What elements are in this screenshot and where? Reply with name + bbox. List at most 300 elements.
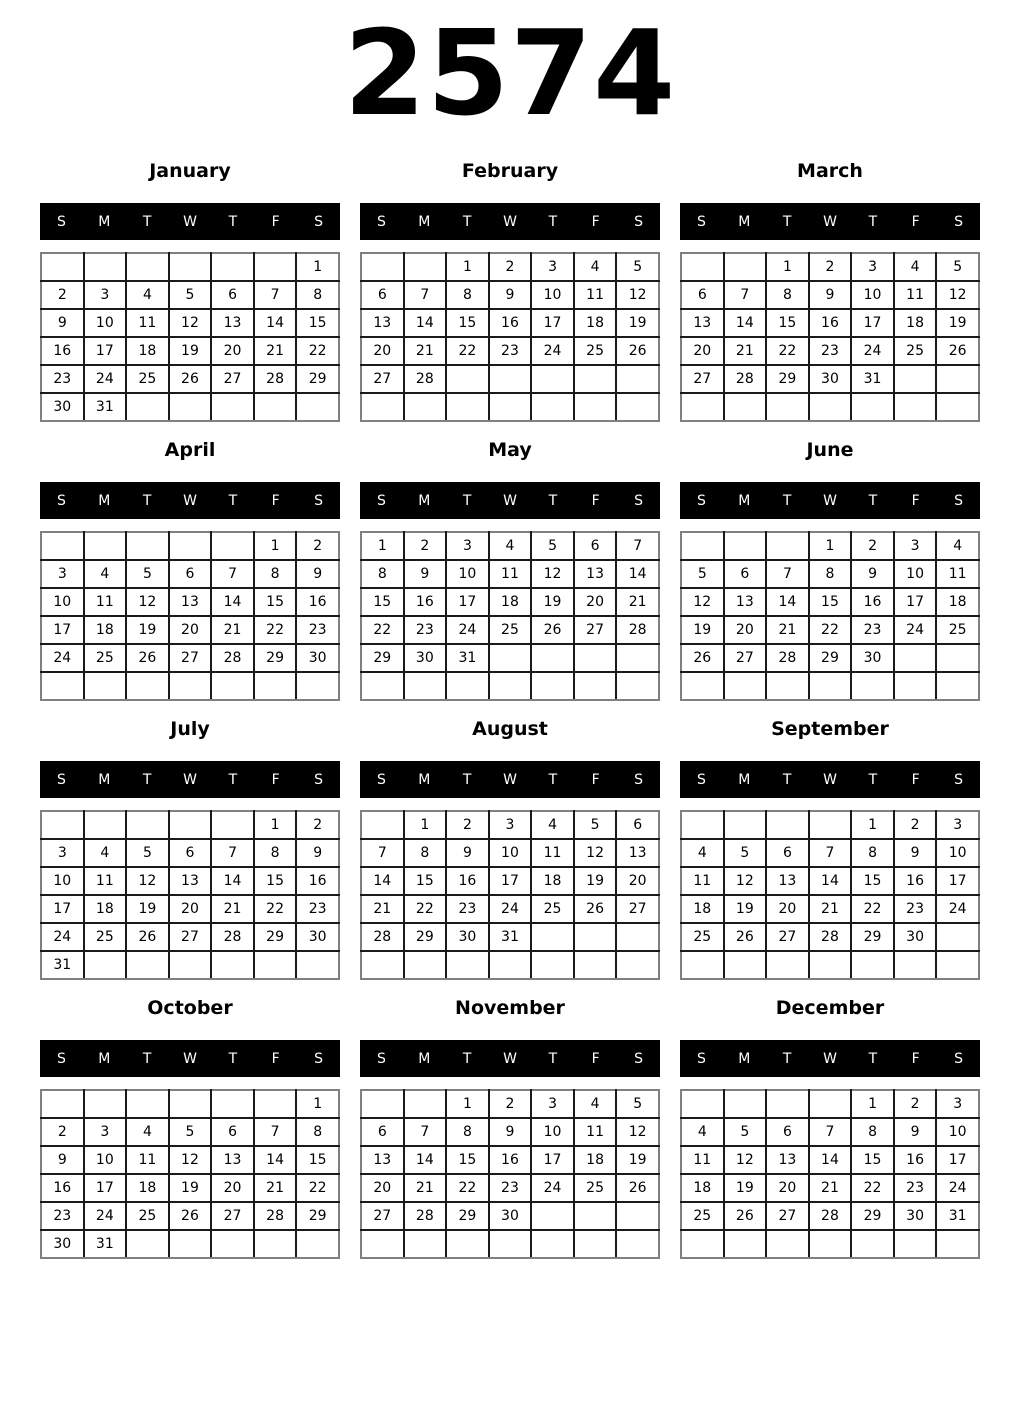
day-cell: 18 bbox=[84, 616, 127, 644]
month-march bbox=[680, 160, 980, 422]
day-cell: 11 bbox=[489, 560, 532, 588]
day-cell: 25 bbox=[574, 337, 617, 365]
week-row bbox=[681, 309, 979, 337]
day-cell: 23 bbox=[894, 895, 937, 923]
day-header-april bbox=[40, 482, 340, 519]
day-cell: 16 bbox=[404, 588, 447, 616]
day-cell: 7 bbox=[724, 281, 767, 309]
day-cell: 9 bbox=[41, 1146, 84, 1174]
day-of-week-label: T bbox=[462, 492, 472, 509]
day-cell: 27 bbox=[766, 1202, 809, 1230]
day-of-week-label: W bbox=[183, 213, 197, 230]
day-cell: 1 bbox=[446, 1090, 489, 1118]
day-cell: 24 bbox=[41, 644, 84, 672]
day-cell: 27 bbox=[681, 365, 724, 393]
day-cell: 7 bbox=[361, 839, 404, 867]
day-cell bbox=[574, 644, 617, 672]
day-cell bbox=[126, 672, 169, 700]
day-cell: 10 bbox=[446, 560, 489, 588]
day-cell bbox=[531, 1202, 574, 1230]
day-cell bbox=[681, 1090, 724, 1118]
day-cell: 19 bbox=[616, 1146, 659, 1174]
day-cell: 14 bbox=[211, 867, 254, 895]
week-row bbox=[361, 281, 659, 309]
week-row bbox=[681, 1202, 979, 1230]
day-cell: 31 bbox=[84, 393, 127, 421]
day-cell: 3 bbox=[851, 253, 894, 281]
day-cell: 18 bbox=[126, 337, 169, 365]
day-cell: 30 bbox=[894, 1202, 937, 1230]
day-cell: 18 bbox=[936, 588, 979, 616]
day-cell: 25 bbox=[531, 895, 574, 923]
day-cell bbox=[531, 951, 574, 979]
day-cell: 2 bbox=[296, 811, 339, 839]
day-cell: 15 bbox=[361, 588, 404, 616]
day-cell: 14 bbox=[809, 1146, 852, 1174]
day-cell: 6 bbox=[169, 560, 212, 588]
week-row bbox=[41, 672, 339, 700]
week-row bbox=[41, 811, 339, 839]
day-cell: 26 bbox=[616, 337, 659, 365]
day-cell bbox=[254, 1230, 297, 1258]
day-cell bbox=[361, 253, 404, 281]
day-cell bbox=[404, 253, 447, 281]
day-grid-body bbox=[361, 532, 659, 700]
day-of-week-label: F bbox=[911, 1050, 920, 1067]
day-cell: 4 bbox=[894, 253, 937, 281]
day-cell bbox=[574, 951, 617, 979]
day-cell: 6 bbox=[169, 839, 212, 867]
day-cell: 16 bbox=[894, 867, 937, 895]
day-cell: 3 bbox=[84, 281, 127, 309]
day-cell: 12 bbox=[126, 867, 169, 895]
day-cell: 31 bbox=[851, 365, 894, 393]
day-cell bbox=[211, 393, 254, 421]
day-cell: 23 bbox=[489, 1174, 532, 1202]
day-cell: 12 bbox=[681, 588, 724, 616]
week-row bbox=[41, 923, 339, 951]
day-cell bbox=[446, 365, 489, 393]
day-cell: 30 bbox=[809, 365, 852, 393]
day-of-week-label: T bbox=[462, 771, 472, 788]
day-cell: 7 bbox=[211, 560, 254, 588]
day-cell: 22 bbox=[254, 895, 297, 923]
week-row bbox=[681, 867, 979, 895]
day-of-week-label: S bbox=[56, 213, 66, 230]
day-cell: 8 bbox=[254, 560, 297, 588]
day-cell bbox=[489, 393, 532, 421]
day-cell: 8 bbox=[766, 281, 809, 309]
day-cell: 28 bbox=[254, 1202, 297, 1230]
day-cell bbox=[681, 1230, 724, 1258]
day-cell: 9 bbox=[809, 281, 852, 309]
day-cell bbox=[809, 1230, 852, 1258]
day-cell: 24 bbox=[84, 365, 127, 393]
day-cell: 2 bbox=[296, 532, 339, 560]
day-cell: 26 bbox=[574, 895, 617, 923]
week-row bbox=[681, 616, 979, 644]
day-grid-body bbox=[41, 253, 339, 421]
day-cell: 3 bbox=[531, 253, 574, 281]
day-cell: 11 bbox=[681, 1146, 724, 1174]
day-cell: 6 bbox=[766, 839, 809, 867]
day-cell: 20 bbox=[681, 337, 724, 365]
day-cell bbox=[936, 1230, 979, 1258]
day-cell: 15 bbox=[809, 588, 852, 616]
day-cell: 27 bbox=[169, 923, 212, 951]
day-cell: 1 bbox=[404, 811, 447, 839]
month-december bbox=[680, 997, 980, 1259]
week-row bbox=[361, 1202, 659, 1230]
day-cell: 2 bbox=[851, 532, 894, 560]
day-of-week-label: T bbox=[228, 771, 238, 788]
day-cell bbox=[766, 532, 809, 560]
day-cell: 1 bbox=[296, 1090, 339, 1118]
day-of-week-label: S bbox=[634, 213, 644, 230]
day-cell: 6 bbox=[616, 811, 659, 839]
day-cell: 22 bbox=[446, 337, 489, 365]
day-cell: 21 bbox=[766, 616, 809, 644]
day-cell bbox=[851, 672, 894, 700]
day-of-week-label: T bbox=[142, 1050, 152, 1067]
day-cell: 2 bbox=[809, 253, 852, 281]
week-row bbox=[361, 867, 659, 895]
day-cell bbox=[809, 951, 852, 979]
day-cell: 11 bbox=[681, 867, 724, 895]
day-cell: 4 bbox=[489, 532, 532, 560]
day-cell: 26 bbox=[724, 923, 767, 951]
day-of-week-label: M bbox=[98, 492, 111, 509]
day-cell: 11 bbox=[126, 309, 169, 337]
day-cell bbox=[616, 644, 659, 672]
month-august bbox=[360, 718, 660, 980]
day-of-week-label: S bbox=[376, 492, 386, 509]
day-of-week-label: S bbox=[954, 492, 964, 509]
day-cell bbox=[531, 923, 574, 951]
day-cell bbox=[724, 672, 767, 700]
month-title-february: February bbox=[461, 160, 559, 182]
day-cell: 13 bbox=[616, 839, 659, 867]
day-grid-january bbox=[40, 252, 340, 422]
day-cell bbox=[766, 811, 809, 839]
week-row bbox=[41, 1146, 339, 1174]
day-cell: 12 bbox=[531, 560, 574, 588]
day-cell bbox=[616, 1202, 659, 1230]
day-header-february bbox=[360, 203, 660, 240]
day-cell: 19 bbox=[724, 1174, 767, 1202]
week-row bbox=[681, 1174, 979, 1202]
day-of-week-label: T bbox=[868, 771, 878, 788]
day-cell: 27 bbox=[574, 616, 617, 644]
day-cell: 15 bbox=[446, 309, 489, 337]
month-title-march: March bbox=[797, 160, 863, 182]
day-cell: 19 bbox=[724, 895, 767, 923]
day-cell: 25 bbox=[84, 923, 127, 951]
day-of-week-label: S bbox=[376, 771, 386, 788]
day-cell: 15 bbox=[851, 1146, 894, 1174]
day-cell bbox=[169, 1090, 212, 1118]
day-cell: 3 bbox=[936, 811, 979, 839]
month-november bbox=[360, 997, 660, 1259]
day-cell: 25 bbox=[894, 337, 937, 365]
day-cell: 3 bbox=[41, 560, 84, 588]
day-cell: 13 bbox=[766, 867, 809, 895]
day-cell: 21 bbox=[404, 1174, 447, 1202]
day-cell bbox=[211, 1230, 254, 1258]
day-of-week-label: T bbox=[548, 1050, 558, 1067]
day-cell: 29 bbox=[254, 644, 297, 672]
day-cell bbox=[446, 672, 489, 700]
day-cell bbox=[296, 393, 339, 421]
week-row bbox=[41, 393, 339, 421]
week-row bbox=[361, 839, 659, 867]
day-cell bbox=[296, 1230, 339, 1258]
day-of-week-label: M bbox=[418, 1050, 431, 1067]
day-cell bbox=[211, 951, 254, 979]
day-cell: 14 bbox=[766, 588, 809, 616]
day-cell: 25 bbox=[126, 1202, 169, 1230]
day-cell bbox=[681, 253, 724, 281]
day-cell: 22 bbox=[254, 616, 297, 644]
day-cell: 14 bbox=[404, 309, 447, 337]
day-cell: 13 bbox=[211, 1146, 254, 1174]
day-cell: 10 bbox=[84, 309, 127, 337]
week-row bbox=[41, 337, 339, 365]
day-cell bbox=[126, 951, 169, 979]
day-cell bbox=[361, 951, 404, 979]
day-of-week-label: S bbox=[314, 1050, 324, 1067]
day-cell: 23 bbox=[41, 1202, 84, 1230]
day-cell: 15 bbox=[254, 867, 297, 895]
day-cell: 12 bbox=[724, 867, 767, 895]
day-cell: 10 bbox=[84, 1146, 127, 1174]
day-header-may bbox=[360, 482, 660, 519]
day-cell bbox=[404, 393, 447, 421]
day-cell: 4 bbox=[126, 1118, 169, 1146]
day-cell: 17 bbox=[531, 1146, 574, 1174]
day-cell: 4 bbox=[574, 253, 617, 281]
day-cell bbox=[446, 1230, 489, 1258]
day-cell bbox=[84, 672, 127, 700]
day-cell: 9 bbox=[894, 839, 937, 867]
day-of-week-label: M bbox=[418, 771, 431, 788]
month-title-august: August bbox=[472, 718, 548, 740]
day-cell: 6 bbox=[574, 532, 617, 560]
week-row bbox=[681, 1090, 979, 1118]
day-cell: 20 bbox=[616, 867, 659, 895]
day-cell bbox=[126, 811, 169, 839]
week-row bbox=[361, 1118, 659, 1146]
day-cell bbox=[84, 951, 127, 979]
day-of-week-label: T bbox=[462, 1050, 472, 1067]
day-cell: 20 bbox=[169, 616, 212, 644]
day-cell: 15 bbox=[446, 1146, 489, 1174]
day-cell: 17 bbox=[446, 588, 489, 616]
month-title-september: September bbox=[771, 718, 889, 740]
day-cell: 6 bbox=[211, 1118, 254, 1146]
day-cell bbox=[296, 951, 339, 979]
day-cell bbox=[851, 951, 894, 979]
day-cell bbox=[724, 811, 767, 839]
week-row bbox=[681, 532, 979, 560]
day-cell: 28 bbox=[809, 923, 852, 951]
day-header-july bbox=[40, 761, 340, 798]
day-cell bbox=[766, 393, 809, 421]
day-grid-october bbox=[40, 1089, 340, 1259]
day-cell bbox=[724, 253, 767, 281]
day-cell: 29 bbox=[851, 923, 894, 951]
day-cell: 12 bbox=[616, 1118, 659, 1146]
day-cell: 19 bbox=[681, 616, 724, 644]
day-of-week-label: S bbox=[696, 492, 706, 509]
day-cell bbox=[681, 672, 724, 700]
day-cell: 10 bbox=[531, 281, 574, 309]
day-of-week-label: T bbox=[142, 492, 152, 509]
day-cell bbox=[809, 393, 852, 421]
day-cell: 17 bbox=[41, 616, 84, 644]
day-cell: 27 bbox=[169, 644, 212, 672]
day-cell: 16 bbox=[296, 588, 339, 616]
month-title-july: July bbox=[170, 718, 210, 740]
day-cell: 16 bbox=[489, 309, 532, 337]
day-cell bbox=[211, 672, 254, 700]
day-cell bbox=[531, 672, 574, 700]
day-cell: 18 bbox=[681, 1174, 724, 1202]
day-cell: 5 bbox=[169, 1118, 212, 1146]
day-cell bbox=[211, 1090, 254, 1118]
day-cell: 28 bbox=[616, 616, 659, 644]
day-cell: 30 bbox=[446, 923, 489, 951]
day-cell: 5 bbox=[169, 281, 212, 309]
day-cell: 20 bbox=[169, 895, 212, 923]
day-cell: 18 bbox=[574, 309, 617, 337]
day-cell: 18 bbox=[894, 309, 937, 337]
day-cell: 23 bbox=[296, 616, 339, 644]
day-of-week-label: S bbox=[56, 1050, 66, 1067]
day-cell: 21 bbox=[254, 1174, 297, 1202]
day-cell: 24 bbox=[531, 1174, 574, 1202]
day-cell: 22 bbox=[851, 895, 894, 923]
day-cell bbox=[254, 253, 297, 281]
day-cell: 29 bbox=[766, 365, 809, 393]
day-cell bbox=[724, 1090, 767, 1118]
week-row bbox=[361, 672, 659, 700]
day-cell: 9 bbox=[489, 1118, 532, 1146]
day-cell bbox=[809, 672, 852, 700]
week-row bbox=[41, 1090, 339, 1118]
day-cell bbox=[724, 393, 767, 421]
day-cell: 20 bbox=[361, 1174, 404, 1202]
day-cell bbox=[41, 1090, 84, 1118]
day-cell: 9 bbox=[894, 1118, 937, 1146]
day-cell bbox=[296, 672, 339, 700]
week-row bbox=[361, 923, 659, 951]
day-cell bbox=[361, 811, 404, 839]
day-cell bbox=[254, 393, 297, 421]
week-row bbox=[361, 811, 659, 839]
day-cell: 20 bbox=[724, 616, 767, 644]
day-cell: 18 bbox=[489, 588, 532, 616]
day-of-week-label: T bbox=[548, 213, 558, 230]
day-cell: 18 bbox=[84, 895, 127, 923]
day-cell: 31 bbox=[84, 1230, 127, 1258]
day-of-week-label: T bbox=[548, 771, 558, 788]
day-of-week-label: F bbox=[911, 213, 920, 230]
day-cell: 11 bbox=[936, 560, 979, 588]
year-title: 2574 bbox=[343, 4, 677, 142]
day-of-week-label: S bbox=[376, 213, 386, 230]
day-cell: 21 bbox=[361, 895, 404, 923]
day-cell: 26 bbox=[724, 1202, 767, 1230]
day-cell: 8 bbox=[296, 1118, 339, 1146]
day-cell bbox=[894, 365, 937, 393]
day-cell: 19 bbox=[169, 1174, 212, 1202]
day-cell bbox=[169, 532, 212, 560]
day-of-week-label: T bbox=[228, 492, 238, 509]
day-of-week-label: T bbox=[228, 213, 238, 230]
day-cell: 14 bbox=[404, 1146, 447, 1174]
day-grid-body bbox=[681, 1090, 979, 1258]
day-header-june bbox=[680, 482, 980, 519]
week-row bbox=[361, 951, 659, 979]
month-title-april: April bbox=[164, 439, 216, 461]
day-of-week-label: T bbox=[868, 1050, 878, 1067]
day-cell bbox=[936, 644, 979, 672]
day-cell bbox=[41, 672, 84, 700]
day-cell: 7 bbox=[254, 1118, 297, 1146]
day-cell bbox=[574, 672, 617, 700]
day-cell bbox=[126, 1090, 169, 1118]
day-cell: 2 bbox=[489, 1090, 532, 1118]
day-cell: 2 bbox=[41, 281, 84, 309]
week-row bbox=[681, 1118, 979, 1146]
day-cell: 7 bbox=[254, 281, 297, 309]
day-cell: 17 bbox=[84, 337, 127, 365]
day-cell: 15 bbox=[254, 588, 297, 616]
week-row bbox=[361, 253, 659, 281]
day-cell: 20 bbox=[766, 1174, 809, 1202]
day-cell: 5 bbox=[126, 839, 169, 867]
day-cell bbox=[169, 672, 212, 700]
day-of-week-label: F bbox=[271, 1050, 280, 1067]
day-of-week-label: F bbox=[271, 492, 280, 509]
day-cell: 12 bbox=[724, 1146, 767, 1174]
day-cell: 19 bbox=[574, 867, 617, 895]
day-cell bbox=[766, 672, 809, 700]
day-cell: 17 bbox=[531, 309, 574, 337]
day-cell bbox=[404, 672, 447, 700]
week-row bbox=[361, 532, 659, 560]
day-of-week-label: T bbox=[462, 213, 472, 230]
day-cell: 17 bbox=[84, 1174, 127, 1202]
day-cell: 13 bbox=[169, 588, 212, 616]
day-cell: 25 bbox=[489, 616, 532, 644]
day-cell: 23 bbox=[446, 895, 489, 923]
day-cell: 2 bbox=[894, 811, 937, 839]
day-cell: 3 bbox=[41, 839, 84, 867]
day-cell bbox=[681, 951, 724, 979]
day-cell: 14 bbox=[254, 1146, 297, 1174]
day-cell: 4 bbox=[681, 1118, 724, 1146]
day-of-week-label: S bbox=[56, 492, 66, 509]
day-of-week-label: M bbox=[98, 771, 111, 788]
day-of-week-label: S bbox=[696, 213, 706, 230]
week-row bbox=[41, 253, 339, 281]
week-row bbox=[41, 839, 339, 867]
day-cell: 24 bbox=[894, 616, 937, 644]
day-cell bbox=[616, 1230, 659, 1258]
day-cell: 21 bbox=[724, 337, 767, 365]
